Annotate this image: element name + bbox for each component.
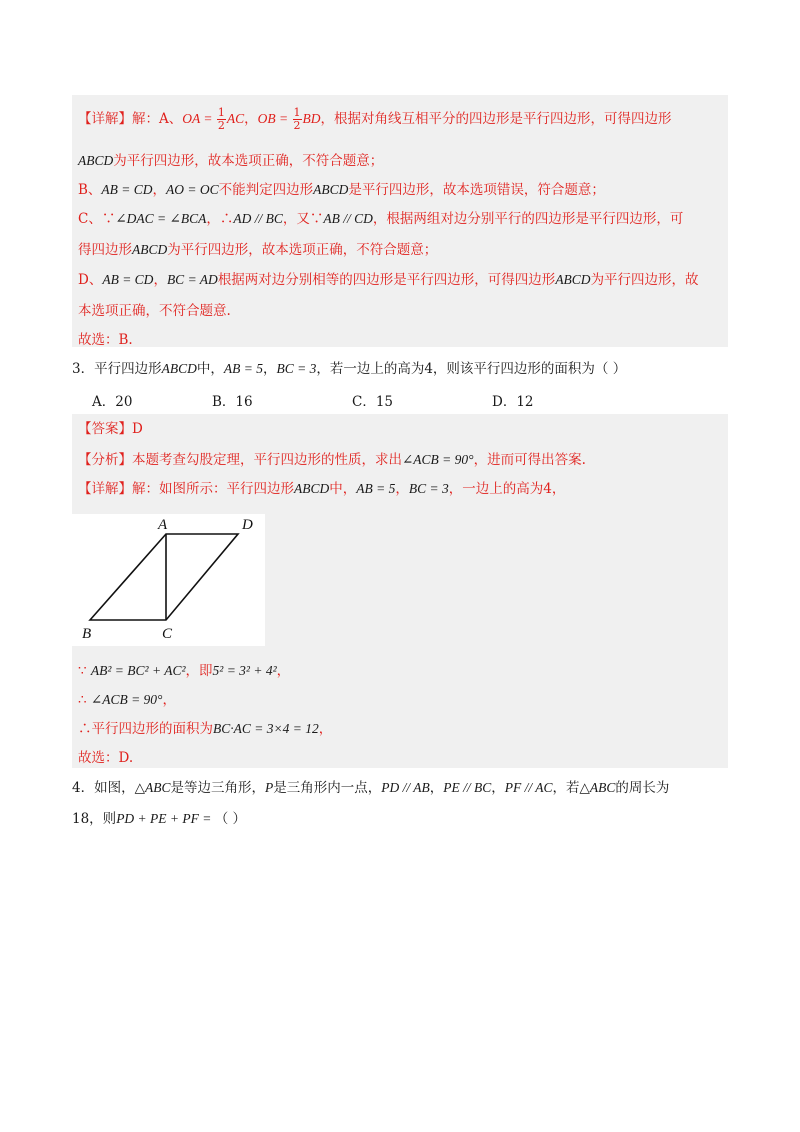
option-b: B．16: [212, 394, 253, 410]
parallelogram-shape: [90, 534, 238, 620]
vertex-label-d: D: [242, 517, 253, 533]
fraction-half: $\frac{1}{2}$: [217, 106, 225, 132]
option-c: C．15: [352, 394, 394, 410]
solution-line-4: C、∵∠DAC = ∠BCA，∴AD // BC，又∵AB // CD，根据两组对边分别平行的四边形是平行四边形，可: [78, 211, 684, 227]
solution-line-7: 本选项正确，不符合题意.: [78, 303, 231, 319]
solution-line-3: B、AB = CD，AO = OC不能判定四边形ABCD是平行四边形，故本选项错误，符合题意；: [78, 182, 605, 198]
vertex-label-b: B: [82, 626, 92, 642]
step-line-2: ∴ ∠ACB = 90°，: [78, 692, 176, 708]
vertex-label-c: C: [162, 626, 173, 642]
step-line-4: 故选：D.: [78, 750, 134, 766]
solution-line-1: 【详解】解：A、OA = $\frac{1}{2}$ AC，OB = $\frac{1}{2}$ BD，根据对角线互相平分的四边形是平行四边形，可得四边形: [78, 106, 672, 132]
solution-line-8: 故选：B.: [78, 332, 133, 348]
question-4-line-2: 18，则PD + PE + PF = （ ）: [72, 811, 247, 827]
question-3-stem: 3．平行四边形ABCD中，AB = 5，BC = 3，若一边上的高为4，则该平行四边形的面积为（ ）: [72, 361, 627, 377]
option-d: D．12: [492, 394, 534, 410]
solution-line-5: 得四边形ABCD为平行四边形，故本选项正确，不符合题意；: [78, 242, 438, 258]
solution-line-6: D、AB = CD，BC = AD根据两对边分别相等的四边形是平行四边形，可得四边形ABCD为平行四边形，故: [78, 272, 699, 288]
fraction-half: $\frac{1}{2}$: [293, 106, 301, 132]
answer-line: 【答案】D: [78, 421, 143, 437]
step-line-1: ∵ AB² = BC² + AC²，即5² = 3² + 4²，: [78, 663, 291, 679]
solution-line-2: ABCD为平行四边形，故本选项正确，不符合题意；: [78, 153, 384, 169]
parallelogram-diagram: [72, 514, 265, 646]
option-a: A．20: [92, 394, 133, 410]
step-line-3: ∴平行四边形的面积为BC·AC = 3×4 = 12，: [78, 721, 333, 737]
vertex-label-a: A: [158, 517, 168, 533]
parallelogram-figure: [72, 514, 265, 646]
analysis-line: 【分析】本题考查勾股定理，平行四边形的性质，求出∠ACB = 90°，进而可得出答案.: [78, 452, 586, 468]
question-4-line-1: 4．如图，△ABC是等边三角形，P是三角形内一点，PD // AB，PE // BC，PF // AC，若△ABC的周长为: [72, 780, 670, 796]
detail-line: 【详解】解：如图所示：平行四边形ABCD中，AB = 5，BC = 3，一边上的高为4，: [78, 481, 566, 497]
